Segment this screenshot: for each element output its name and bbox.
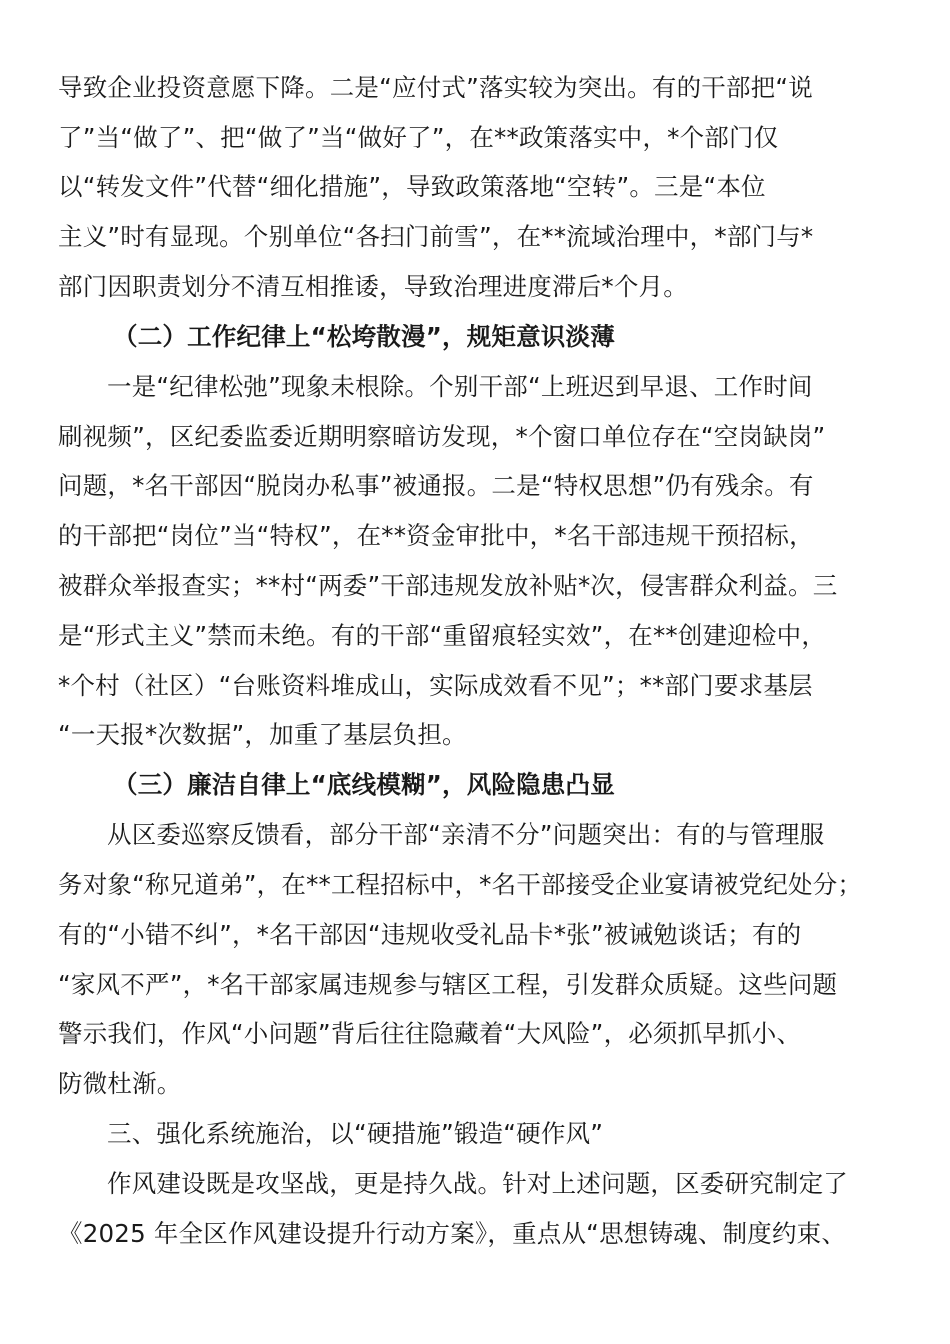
- paragraph-line: 《2025 年全区作风建设提升行动方案》，重点从“思想铸魂、制度约束、: [58, 1219, 847, 1248]
- paragraph-line: *个村（社区）“台账资料堆成山，实际成效看不见”；**部门要求基层: [58, 671, 813, 700]
- section-heading-3: （三）廉洁自律上“底线模糊”，风险隐患凸显: [113, 770, 615, 799]
- paragraph-line: 有的“小错不纠”，*名干部因“违规收受礼品卡*张”被诫勉谈话；有的: [58, 920, 802, 949]
- paragraph-line: 作风建设既是攻坚战，更是持久战。针对上述问题，区委研究制定了: [107, 1169, 848, 1198]
- chapter-heading: 三、强化系统施治，以“硬措施”锻造“硬作风”: [107, 1119, 604, 1148]
- paragraph-line: “一天报*次数据”，加重了基层负担。: [58, 720, 467, 749]
- paragraph-line: 被群众举报查实；**村“两委”干部违规发放补贴*次，侵害群众利益。三: [58, 571, 838, 600]
- paragraph-line: 导致企业投资意愿下降。二是“应付式”落实较为突出。有的干部把“说: [58, 73, 813, 102]
- section-heading-2: （二）工作纪律上“松垮散漫”，规矩意识淡薄: [113, 322, 615, 351]
- paragraph-line: 一是“纪律松弛”现象未根除。个别干部“上班迟到早退、工作时间: [107, 372, 813, 401]
- paragraph-line: 从区委巡察反馈看，部分干部“亲清不分”问题突出：有的与管理服: [107, 820, 825, 849]
- paragraph-line: “家风不严”，*名干部家属违规参与辖区工程，引发群众质疑。这些问题: [58, 970, 838, 999]
- paragraph-line: 了”当“做了”、把“做了”当“做好了”，在**政策落实中，*个部门仅: [58, 123, 779, 152]
- paragraph-line: 是“形式主义”禁而未绝。有的干部“重留痕轻实效”，在**创建迎检中，: [58, 621, 827, 650]
- paragraph-line: 警示我们，作风“小问题”背后往往隐藏着“大风险”，必须抓早抓小、: [58, 1019, 802, 1048]
- paragraph-line: 刷视频”，区纪委监委近期明察暗访发现，*个窗口单位存在“空岗缺岗”: [58, 422, 826, 451]
- paragraph-line: 务对象“称兄道弟”，在**工程招标中，*名干部接受企业宴请被党纪处分；: [58, 870, 863, 899]
- paragraph-line: 的干部把“岗位”当“特权”，在**资金审批中，*名干部违规干预招标，: [58, 521, 814, 550]
- paragraph-line: 以“转发文件”代替“细化措施”，导致政策落地“空转”。三是“本位: [58, 172, 766, 201]
- paragraph-line: 部门因职责划分不清互相推诿，导致治理进度滞后*个月。: [58, 272, 688, 301]
- paragraph-line: 问题，*名干部因“脱岗办私事”被通报。二是“特权思想”仍有残余。有: [58, 471, 814, 500]
- paragraph-line: 防微杜渐。: [58, 1069, 182, 1098]
- paragraph-line: 主义”时有显现。个别单位“各扫门前雪”，在**流域治理中，*部门与*: [58, 222, 814, 251]
